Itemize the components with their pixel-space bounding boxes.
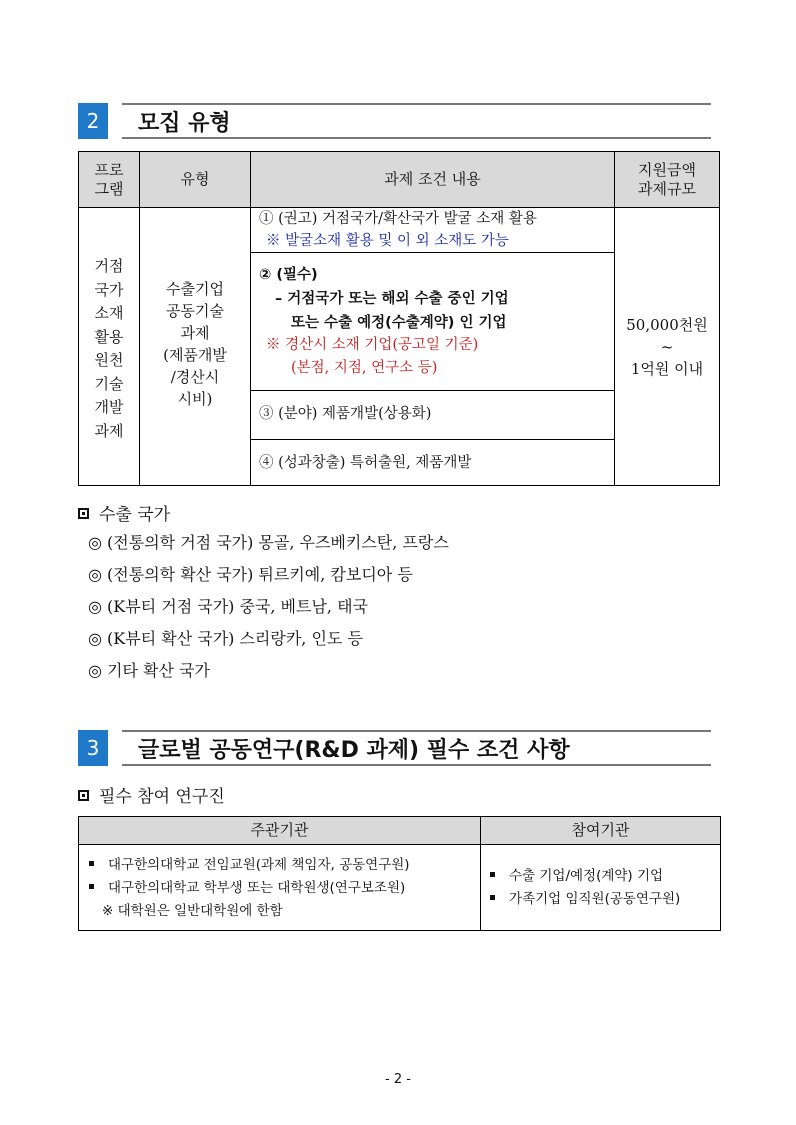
list-item: ◎ 기타 확산 국가 — [88, 661, 210, 680]
condition-3-text: ③ (분야) 제품개발(상용화) — [259, 406, 432, 422]
page-number: - 2 - — [385, 1072, 411, 1087]
list-item: ◎ (K뷰티 확산 국가) 스리랑카, 인도 등 — [88, 629, 363, 648]
square-bullet-icon — [78, 790, 89, 801]
section-title: 모집 유형 — [138, 111, 231, 136]
export-heading: 수출 국가 — [78, 500, 170, 525]
section-number-badge: 3 — [78, 730, 108, 766]
section-2-heading — [78, 103, 711, 139]
bullet-icon — [89, 884, 94, 889]
list-item: ◎ (전통의학 거점 국가) 몽골, 우즈베키스탄, 프랑스 — [88, 533, 449, 552]
condition-2-note: (본점, 지점, 연구소 등) — [291, 360, 438, 376]
list-item: 가족기업 임직원(공동연구원) — [490, 888, 680, 910]
list-item: ◎ (K뷰티 거점 국가) 중국, 베트남, 태국 — [88, 597, 369, 616]
section-3-heading — [78, 730, 711, 766]
divider — [79, 844, 720, 845]
list-item: ◎ (전통의학 확산 국가) 튀르키예, 캄보디아 등 — [88, 565, 413, 584]
support-cell: 50,000천원 ~ 1억원 이내 — [626, 316, 708, 378]
square-bullet-icon — [78, 508, 89, 519]
condition-2-line: – 거점국가 또는 해외 수출 중인 기업 — [275, 291, 509, 307]
bullet-icon — [490, 895, 495, 900]
bullet-icon — [89, 861, 94, 866]
program-cell: 거점 국가 소재 활용 원천 기술 개발 과제 — [94, 257, 124, 440]
header-conditions: 과제 조건 내용 — [384, 170, 481, 188]
lead-note: ※ 대학원은 일반대학원에 한함 — [102, 903, 283, 919]
header-type: 유형 — [180, 170, 210, 188]
condition-1-text: ① (권고) 거점국가/확산국가 발굴 소재 활용 — [259, 211, 537, 227]
header-lead-org: 주관기관 — [250, 821, 309, 839]
type-cell: 수출기업 공동기술 과제 (제품개발 /경산시 시비) — [163, 280, 227, 408]
list-item: 수출 기업/예정(계약) 기업 — [490, 865, 663, 887]
divider — [250, 439, 614, 440]
condition-4-text: ④ (성과창출) 특허출원, 제품개발 — [259, 455, 472, 471]
researchers-heading: 필수 참여 연구진 — [78, 782, 225, 807]
header-participant-org: 참여기관 — [571, 821, 630, 839]
divider — [122, 137, 711, 139]
researchers-table — [78, 816, 721, 931]
divider — [122, 764, 711, 766]
section-title: 글로벌 공동연구(R&D 과제) 필수 조건 사항 — [138, 738, 570, 763]
divider — [250, 152, 251, 485]
condition-2-text: ② (필수) — [259, 267, 318, 283]
bullet-icon — [490, 872, 495, 877]
condition-2-note: ※ 경산시 소재 기업(공고일 기준) — [266, 337, 479, 353]
divider — [250, 252, 614, 253]
recruit-type-table — [78, 151, 720, 486]
list-item: 대구한의대학교 전임교원(과제 책임자, 공동연구원) — [89, 854, 410, 876]
section-number-badge: 2 — [78, 103, 108, 139]
divider — [122, 103, 711, 105]
condition-2-line: 또는 수출 예정(수출계약) 인 기업 — [291, 315, 507, 331]
header-support: 지원금액 과제규모 — [638, 161, 696, 198]
divider — [250, 390, 614, 391]
list-item: 대구한의대학교 학부생 또는 대학원생(연구보조원) — [89, 877, 405, 899]
condition-1-note: ※ 발굴소재 활용 및 이 외 소재도 가능 — [266, 233, 509, 249]
divider — [122, 730, 711, 732]
header-program: 프로 그램 — [94, 161, 124, 198]
